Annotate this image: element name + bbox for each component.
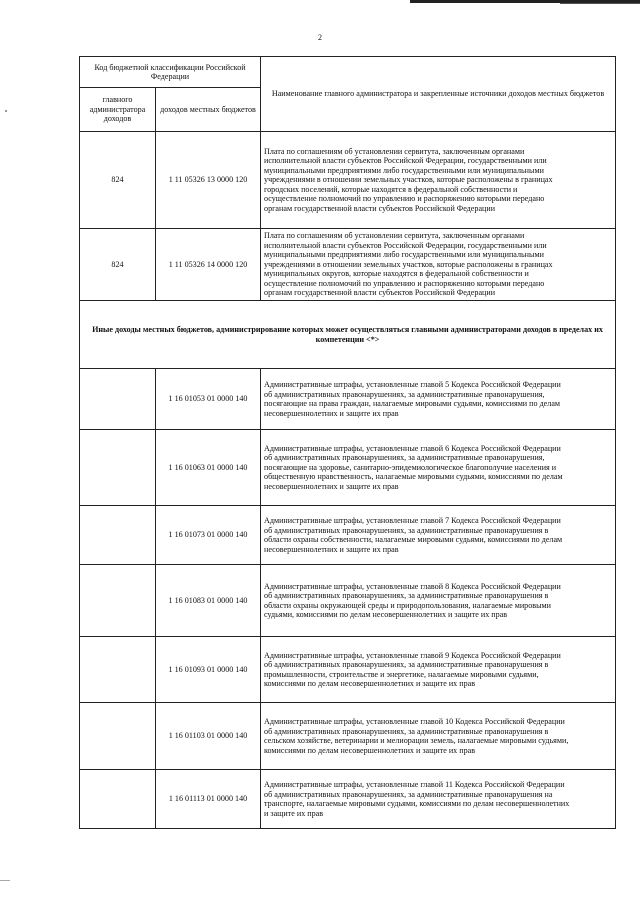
administrator-code-cell (80, 565, 156, 637)
administrator-code-cell (80, 430, 156, 506)
description-line: учреждениями в отношении земельных участков, которые расположены в границах (264, 175, 553, 185)
income-code-cell: 1 16 01113 01 0000 140 (156, 770, 261, 829)
administrator-code-cell: 824 (80, 132, 156, 229)
description-line: об административных правонарушениях, за административные правонарушения на (264, 789, 553, 799)
section-row (80, 301, 616, 369)
description-line: общественную нравственность, налагаемые мировыми судьями, комиссиями по делам (264, 472, 563, 482)
description-line: комиссиями по делам несовершеннолетних и защите их прав (264, 679, 476, 688)
section-title: Иные доходы местных бюджетов, администрирование которых может осуществляться главными администраторами доходов в пределах их компетенции <*> (80, 301, 616, 369)
income-code-cell: 1 16 01083 01 0000 140 (156, 565, 261, 637)
income-description-cell (261, 637, 616, 703)
income-description-cell (261, 229, 616, 301)
header-classification-code: Код бюджетной классификации Российской Федерации (80, 57, 261, 88)
description-line: Административные штрафы, установленные главой 7 Кодекса Российской Федерации (264, 516, 561, 525)
income-description-cell (261, 506, 616, 565)
table-row (80, 565, 616, 637)
table-row (80, 637, 616, 703)
administrator-code-cell (80, 703, 156, 770)
description-line: судьями, комиссиями по делам несовершеннолетних и защите их прав (264, 610, 508, 619)
administrator-code-cell: 824 (80, 229, 156, 301)
table-row (80, 703, 616, 770)
description-line: Административные штрафы, установленные главой 10 Кодекса Российской Федерации (264, 717, 565, 726)
income-description-cell (261, 703, 616, 770)
description-line: учреждениями в отношении земельных участков, которые расположены в границах (264, 259, 553, 269)
description-line: об административных правонарушениях, за административные правонарушения в (264, 660, 549, 669)
table-row (80, 506, 616, 565)
table-row (80, 132, 616, 229)
header-main-administrator: главного администратора доходов (80, 88, 156, 132)
description-line: транспорте, налагаемые мировыми судьями, комиссиями по делам несовершеннолетних (264, 799, 570, 808)
description-line: Плата по соглашениям об установлении сервитута, заключенным органами (264, 146, 525, 156)
administrator-code-cell (80, 506, 156, 565)
description-line: осуществление полномочий по управлению и распоряжению которыми передано (264, 278, 545, 288)
description-line: муниципальных округов, которые находятся в федеральной собственности и (264, 269, 529, 279)
description-line: Административные штрафы, установленные главой 6 Кодекса Российской Федерации (264, 443, 561, 453)
income-code-cell: 1 11 05326 13 0000 120 (156, 132, 261, 229)
description-line: городских поселений, которые находятся в федеральной собственности и (264, 184, 518, 194)
description-line: исполнительной власти субъектов Российской Федерации, государственными или (264, 240, 547, 250)
description-line: муниципальными предприятиями либо государственными или муниципальными (264, 165, 544, 175)
table-row (80, 430, 616, 506)
description-line: Административные штрафы, установленные главой 5 Кодекса Российской Федерации (264, 380, 561, 389)
page-number: 2 (318, 33, 322, 42)
description-line: области охраны собственности, налагаемые мировыми судьями, комиссиями по делам (264, 535, 563, 544)
income-code-cell: 1 16 01073 01 0000 140 (156, 506, 261, 565)
description-line: сельском хозяйстве, ветеринарии и мелиорации земель, налагаемые мировыми судьями, (264, 736, 569, 745)
table-row (80, 229, 616, 301)
scan-edge-mark-bottom (0, 880, 10, 881)
administrator-code-cell (80, 369, 156, 430)
scan-edge-mark-2 (560, 3, 640, 4)
administrator-code-cell (80, 770, 156, 829)
description-line: об административных правонарушениях, за административные правонарушения, (264, 389, 545, 399)
description-line: Плата по соглашениям об установлении сервитута, заключенным органами (264, 231, 525, 241)
description-line: об административных правонарушениях, за административные правонарушения в (264, 591, 549, 600)
description-line: области охраны окружающей среды и природопользования, налагаемые мировыми (264, 600, 551, 610)
income-description-cell (261, 770, 616, 829)
description-line: органам государственной власти субъектов Российской Федерации (264, 288, 496, 298)
description-line: исполнительной власти субъектов Российской Федерации, государственными или (264, 156, 547, 166)
description-line: муниципальными предприятиями либо государственными или муниципальными (264, 250, 544, 260)
income-description-cell (261, 369, 616, 430)
income-code-cell: 1 16 01093 01 0000 140 (156, 637, 261, 703)
description-line: несовершеннолетних и защите их прав (264, 481, 399, 491)
description-line: промышленности, строительстве и энергетике, налагаемые мировыми судьями, (264, 669, 539, 679)
income-description-cell (261, 565, 616, 637)
description-line: несовершеннолетних и защите их прав (264, 544, 399, 554)
description-line: Административные штрафы, установленные главой 11 Кодекса Российской Федерации (264, 780, 565, 789)
description-line: об административных правонарушениях, за административные правонарушения в (264, 726, 549, 736)
income-description-cell (261, 430, 616, 506)
description-line: посягающие на права граждан, налагаемые мировыми судьями, комиссиями по делам (264, 399, 561, 408)
description-line: об административных правонарушениях, за административные правонарушения, (264, 453, 545, 463)
description-line: об административных правонарушениях, за административные правонарушения в (264, 525, 549, 535)
header-local-income: доходов местных бюджетов (156, 88, 261, 132)
description-line: несовершеннолетних и защите их прав (264, 408, 399, 418)
description-line: Административные штрафы, установленные главой 8 Кодекса Российской Федерации (264, 581, 561, 591)
description-line: Административные штрафы, установленные главой 9 Кодекса Российской Федерации (264, 650, 561, 660)
description-line: и защите их прав (264, 808, 324, 818)
income-code-cell: 1 16 01063 01 0000 140 (156, 430, 261, 506)
description-line: осуществление полномочий по управлению и распоряжению которыми передано (264, 194, 545, 204)
table-row (80, 770, 616, 829)
table-row (80, 369, 616, 430)
income-classification-table (79, 56, 616, 829)
description-line: органам государственной власти субъектов Российской Федерации (264, 203, 496, 213)
description-line: комиссиями по делам несовершеннолетних и защите их прав (264, 745, 476, 755)
header-administrator-name: Наименование главного администратора и закрепленные источники доходов местных бюджетов (261, 57, 616, 132)
header-row-1 (80, 57, 616, 88)
description-line: посягающие на здоровье, санитарно-эпидемиологическое благополучие населения и (264, 462, 557, 472)
income-description-cell (261, 132, 616, 229)
administrator-code-cell (80, 637, 156, 703)
scan-speck (5, 110, 7, 112)
income-code-cell: 1 16 01103 01 0000 140 (156, 703, 261, 770)
income-code-cell: 1 16 01053 01 0000 140 (156, 369, 261, 430)
income-code-cell: 1 11 05326 14 0000 120 (156, 229, 261, 301)
